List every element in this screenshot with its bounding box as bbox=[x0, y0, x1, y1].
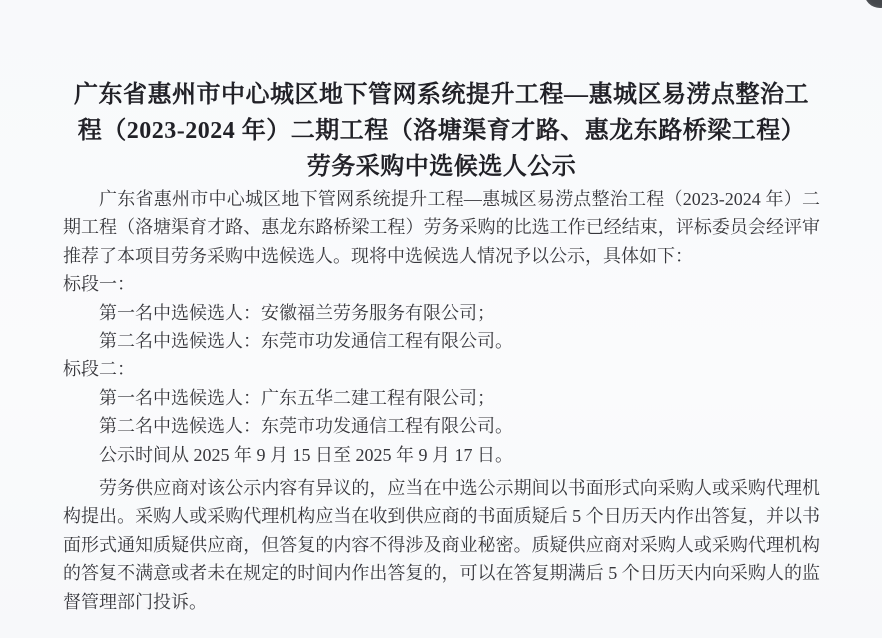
bid-1-candidate-2: 第二名中选候选人：东莞市功发通信工程有限公司。 bbox=[99, 331, 513, 352]
bid-2-candidate-2: 第二名中选候选人：东莞市功发通信工程有限公司。 bbox=[99, 416, 513, 437]
intro-paragraph: 广东省惠州市中心城区地下管网系统提升工程—惠城区易涝点整治工程（2023-2024 年）二期工程（洛塘渠育才路、惠龙东路桥梁工程）劳务采购的比选工作已经结束，评标委员会经评审推荐了本项目劳务采购中选候选人。现将中选候选人情况予以公示，具体如下： bbox=[63, 189, 820, 266]
bid-1-candidate-1: 第一名中选候选人：安徽福兰劳务服务有限公司； bbox=[99, 302, 495, 323]
document-title-line-2: 程（2023-2024 年）二期工程（洛塘渠育才路、惠龙东路桥梁工程） bbox=[77, 118, 806, 144]
section-label-bid-1: 标段一： bbox=[63, 274, 135, 295]
document-title bbox=[63, 77, 820, 185]
document-title-line-1: 广东省惠州市中心城区地下管网系统提升工程—惠城区易涝点整治工 bbox=[74, 82, 809, 108]
announcement-document bbox=[63, 77, 820, 616]
publicity-period: 公示时间从 2025 年 9 月 15 日至 2025 年 9 月 17 日。 bbox=[99, 444, 513, 465]
bid-2-candidate-1: 第一名中选候选人：广东五华二建工程有限公司； bbox=[99, 387, 495, 408]
section-label-bid-2: 标段二： bbox=[63, 359, 135, 380]
objection-paragraph: 劳务供应商对该公示内容有异议的，应当在中选公示期间以书面形式向采购人或采购代理机构提出。采购人或采购代理机构应当在收到供应商的书面质疑后 5 个日历天内作出答复，并以书面形式通知质疑供应商，但答复的内容不得涉及商业秘密。质疑供应商对采购人或采购代理机构的答复不满意或者未在规定的时间内作出答复的，可以在答复期满后 5 个日历天内向采购人的监督管理部门投诉。 bbox=[63, 478, 820, 612]
document-title-line-3: 劳务采购中选候选人公示 bbox=[306, 154, 577, 180]
floating-corner-button[interactable] bbox=[864, 0, 882, 8]
